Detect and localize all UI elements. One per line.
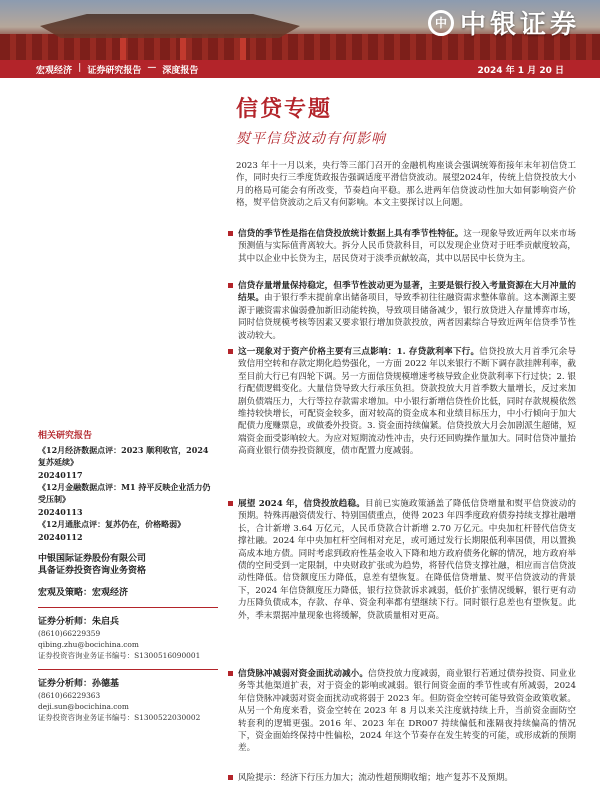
bullet-text: 由于银行季末提前拿出储备项目，导致季初往往融资需求整体靠前。这本测源主要源于融资需求偏弱叠加新旧动能转换，导致项目储备减少，银行放贷进入存量博弈市场，同时信贷规模考核等因素又要求银行增加贷款投放，两者因素综合导致近两年信贷季节性波动较大。 xyxy=(238,293,576,341)
related-title[interactable]: 《12月通胀点评：复苏仍在，价格略弱》 xyxy=(38,519,186,529)
related-item[interactable] xyxy=(38,518,218,543)
bullet-2 xyxy=(228,280,576,342)
analyst-2-phone: (8610)66229363 xyxy=(38,691,101,700)
pillar xyxy=(180,38,186,60)
bullet-marker-icon xyxy=(228,349,233,354)
analyst-2-cert: 证券投资咨询业务证书编号：S1300522030002 xyxy=(38,713,201,722)
analyst-1-phone: (8610)66229359 xyxy=(38,629,101,638)
related-heading: 相关研究报告 xyxy=(38,431,93,441)
related-title[interactable]: 《12月经济数据点评：2023 顺利收官，2024 复苏延续》 xyxy=(38,445,209,467)
report-title: 信贷专题 xyxy=(236,97,333,122)
bullet-text: 目前已实施政策涵盖了降低信贷增量和熨平信贷波动的预期。特殊再融资债发行、特别国债重点，使得 2023 年四季度政府债券持续支撑社融增长，合计新增 3.64 万亿元，人民币贷款合计新增 2.70 万亿元。中央加杠杆替代信贷支撑社融。2024 年中央加杠杆空间相对充足，或可通过发行长期限低利率国债，用以置换高成本地方债。同时考虑到政府性基金收入下降和地方政府债务化解的情况，地方政府举债的空间受到一定限制，中央财政扩张或为趋势，将替代信贷支撑社融，相应而言信贷波动性降低。信贷额度压力降低，息差有望恢复。在降低信贷增量、熨平信贷波动的背景下，2024 年信贷额度压力降低，银行拉贷款诉求减弱，低价扩张情况缓解，银行更有动力压降负债成本，存款、存单、资金利率都有望继续下行。同时银行息差也有望恢复。此外，季末票据冲量现象也将缓解，贷款质量相对更高。 xyxy=(238,499,576,621)
sector-label: 宏观及策略：宏观经济 xyxy=(38,588,129,598)
bullet-lead: 信贷的季节性是指在信贷投放统计数据上具有季节性特征。 xyxy=(238,229,464,239)
analyst-1-name: 证券分析师：朱启兵 xyxy=(38,617,120,627)
bullet-1 xyxy=(228,228,576,265)
crumb-depth: 深度报告 xyxy=(162,65,199,76)
report-date: 2024 年 1 月 20 日 xyxy=(477,65,564,76)
logo-text: 中银证券 xyxy=(459,10,580,40)
bullet-5 xyxy=(228,668,576,755)
intro-paragraph: 2023 年十一月以来，央行等三部门召开的金融机构座谈会强调统筹衔接年末年初信贷工作，同时央行三季度货政报告强调适度平滑信贷波动。展望2024年，传统上信贷投放大小月的格局可能会有所改变，节奏趋向平稳。那么进两年信贷波动性加大如何影响资产价格，熨平信贷波动之后又有何影响。本文主要探讨以上问题。 xyxy=(236,161,576,209)
bullet-marker-icon xyxy=(228,283,233,288)
brand-logo xyxy=(428,4,580,41)
analyst-2-name: 证券分析师：孙德基 xyxy=(38,679,120,689)
bullet-marker-icon xyxy=(228,501,233,506)
boc-logo-icon: 中 xyxy=(428,10,454,36)
header-banner xyxy=(0,0,600,60)
crumb-category: 宏观经济 xyxy=(36,65,73,76)
related-item[interactable] xyxy=(38,444,218,481)
pillar xyxy=(240,38,246,60)
firm-name: 中银国际证券股份有限公司 xyxy=(38,554,147,564)
analyst-1-cert: 证券投资咨询业务证书编号：S1300516090001 xyxy=(38,651,201,660)
bullet-text: 这一现象导致近两年以来市场预测值与实际值背离较大。拆分人民币贷款科目，可以发现企业贷对于旺季贡献度较高，其中以企业中长贷为主，居民贷对于淡季贡献较高，其中以居民中长贷为主。 xyxy=(238,229,576,264)
analyst-2-email[interactable]: deji.sun@bocichina.com xyxy=(38,702,129,711)
crumb-type: 证券研究报告 xyxy=(87,65,142,76)
bullet-marker-icon xyxy=(228,671,233,676)
pillar xyxy=(120,38,126,60)
related-date: 20240112 xyxy=(38,532,83,542)
report-type-bar xyxy=(0,60,600,78)
related-date: 20240117 xyxy=(38,470,83,480)
bullet-text: 信贷投放力度减弱，商业银行若通过债券投资、同业业务等其他渠道扩表，对于资金的影响或减弱。银行间资金面的季节性或有所减弱，2024 年信贷脉冲减弱对资金面扰动或将弱于 2023 年。但防资金空转可能导致资金政策收紧。从另一个角度来看，资金空转在 2023 年 8 月以来关注度就持续上升，当前资金面防空转套利的逻辑更强。2016 年、2023 年在 DR007 持续偏低和涨隔夜持续偏高的情况下，资金面始终保持中性偏松，2024 年这个节奏存在发生转变的可能，或形成新的预期差。 xyxy=(238,669,576,754)
risk-text: 风险提示：经济下行压力加大；流动性超预期收缩；地产复苏不及预期。 xyxy=(238,773,514,783)
bullet-lead: 这一现象对于资产价格主要有三点影响：1. 存贷款利率下行。 xyxy=(238,347,480,357)
bullet-lead: 信贷脉冲减弱对资金面扰动减小。 xyxy=(238,669,369,679)
bullet-4 xyxy=(228,498,576,622)
bullet-lead: 展望 2024 年，信贷投放趋稳。 xyxy=(238,499,366,509)
bullet-marker-icon xyxy=(228,231,233,236)
firm-qualification: 具备证券投资咨询业务资格 xyxy=(38,566,147,576)
divider xyxy=(38,669,218,670)
sidebar xyxy=(38,430,218,723)
analyst-1-email[interactable]: qibing.zhu@bocichina.com xyxy=(38,640,139,649)
bullet-text: 信贷投放大月首季冗余导致信用空转和存款定期化趋势强化，一方面 2022 年以来银行不断下调存款挂牌利率，截至目前大行已有四轮下调。另一方面信贷规模增速考核导致企业贷款利率下行过快；2. 银行配债逻辑变化。大量信贷导致大行承压负担。贷款投放大月首季数大量增长，反过来加剧负债端压力，大行等拉存款需求增加。中小银行新增信贷性价比低，同时存款规模依然维持较快增长，可配资金较多，面对较高的资金成本和业绩目标压力，中小行倾向于加大配债力度赚票息，或做委外投资。3. 资金面持续偏紧。信贷投放大月会加剧派生超储，短端资金面受影响较大。为应对短期流动性冲击，央行还回购操作量加大。同时信贷冲量抬高商业银行债券投资额度，债市配置力度减弱。 xyxy=(238,347,576,457)
related-date: 20240113 xyxy=(38,507,83,517)
divider xyxy=(38,607,218,608)
report-subtitle: 熨平信贷波动有何影响 xyxy=(236,131,386,147)
risk-bullet xyxy=(228,772,576,784)
related-title[interactable]: 《12月金融数据点评：M1 持平反映企业活力仍受压制》 xyxy=(38,482,211,504)
breadcrumb: 宏观经济 | 证券研究报告 — 深度报告 xyxy=(36,62,199,76)
bullet-lead: 信贷存量增量保持稳定，但季节性波动更为显著，主要是银行投入考量资源在大月冲量的结果。 xyxy=(238,281,576,304)
related-item[interactable] xyxy=(38,481,218,518)
bullet-marker-icon xyxy=(228,775,233,780)
bullet-3 xyxy=(228,346,576,458)
palace-roof-image xyxy=(40,8,300,38)
